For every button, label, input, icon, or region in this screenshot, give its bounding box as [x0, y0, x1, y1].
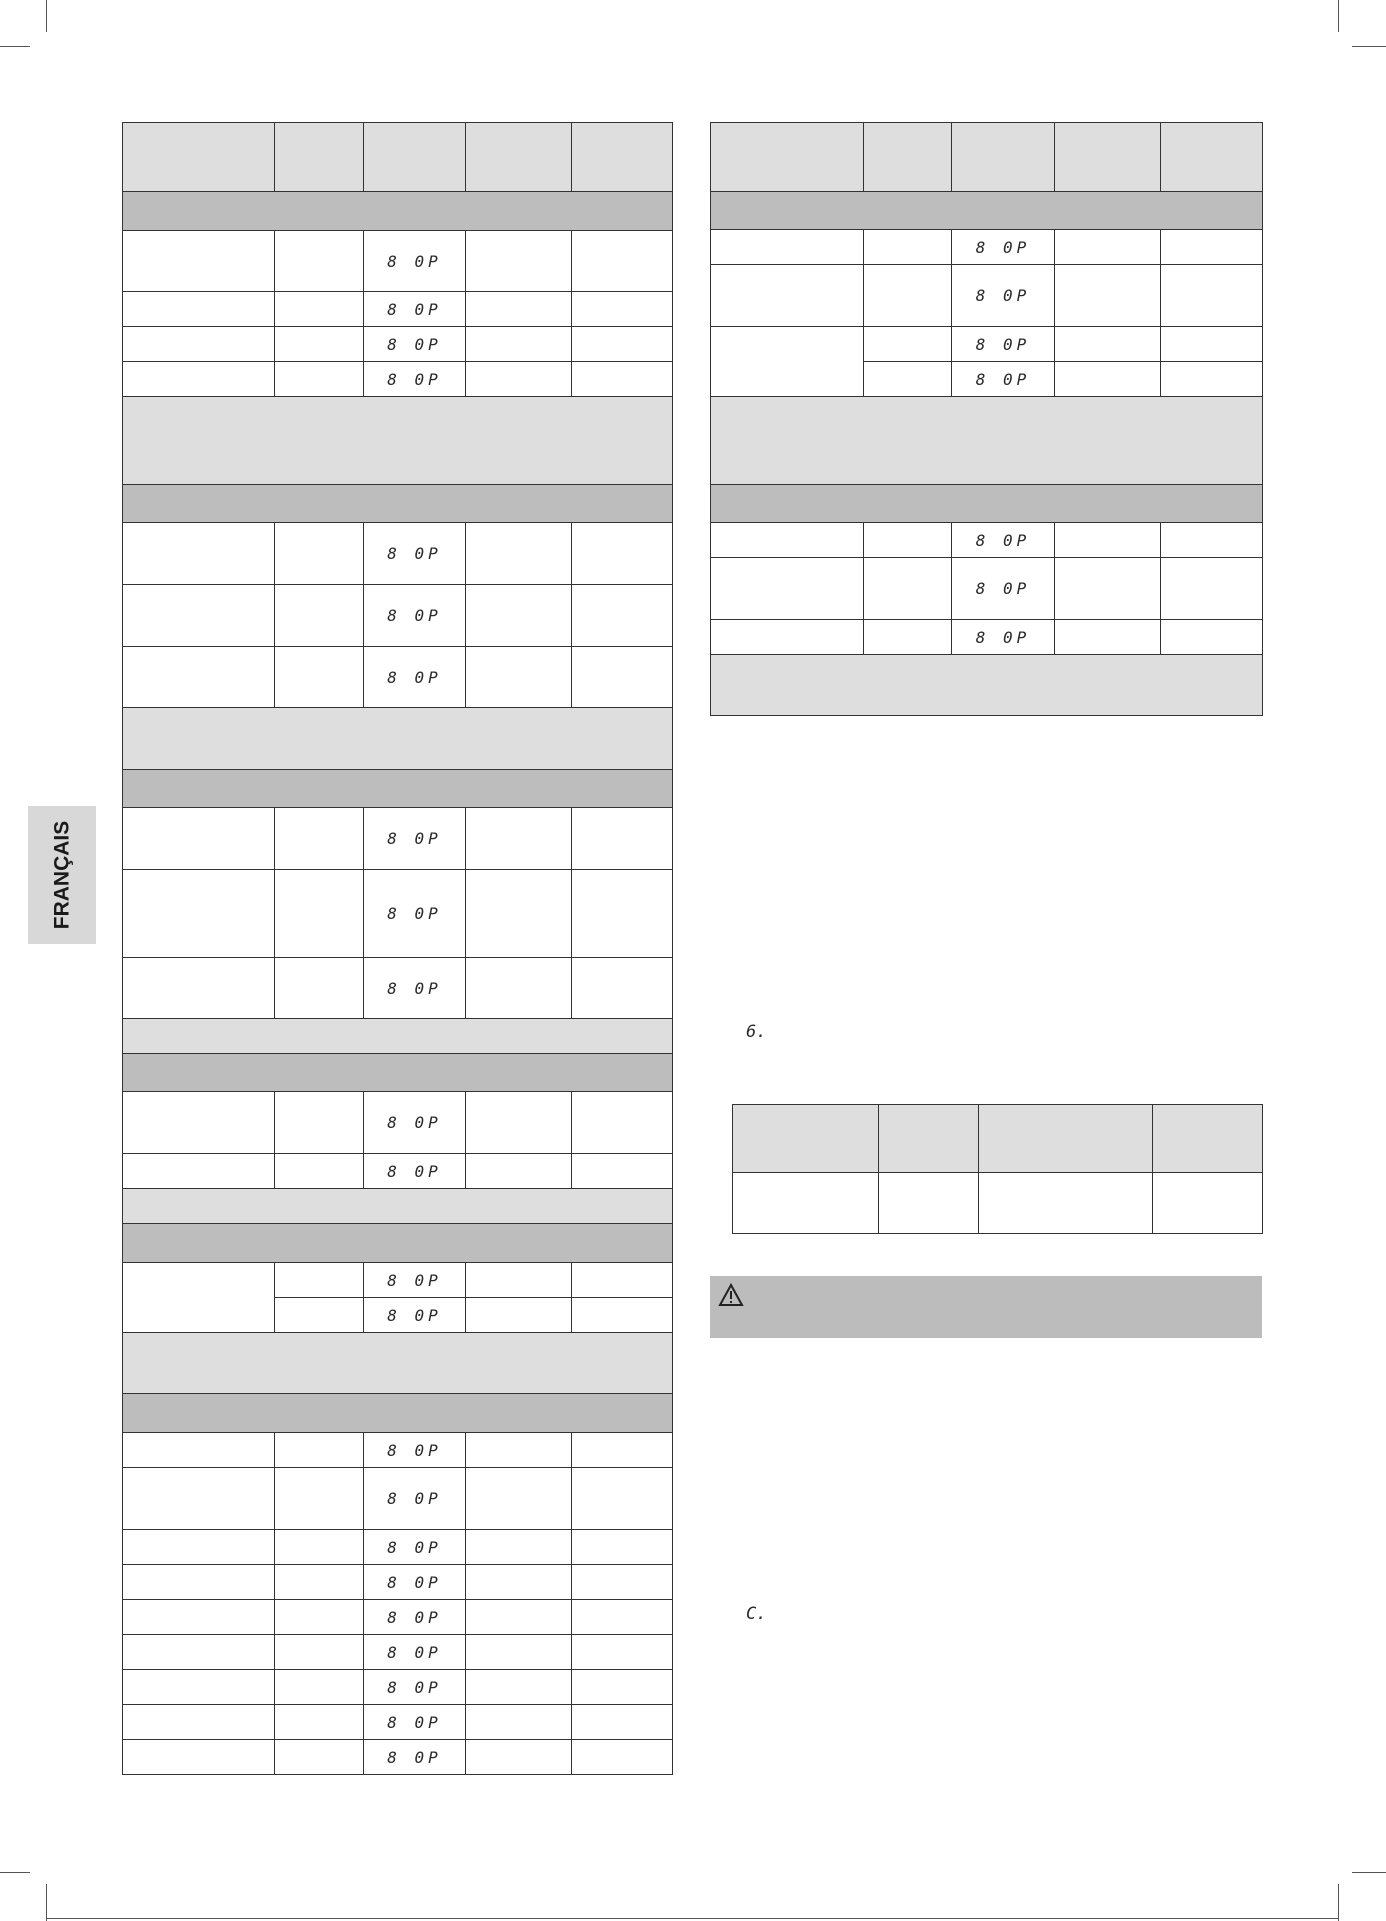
table-row: [123, 870, 673, 958]
segment-display: 8 0P: [387, 1572, 442, 1592]
table-row: [123, 1565, 673, 1600]
table-row: [123, 523, 673, 585]
segment-display: 8 0P: [387, 1642, 442, 1662]
table-row: [123, 362, 673, 397]
crop-mark: [46, 1884, 47, 1921]
section-row: [123, 192, 673, 231]
table-row: [123, 647, 673, 708]
segment-display: 8 0P: [387, 1712, 442, 1732]
section-row: [711, 485, 1263, 523]
segment-display: 8 0P: [387, 978, 442, 998]
segment-display: 8 0P: [975, 369, 1031, 389]
crop-mark: [46, 0, 47, 32]
table-row: [123, 958, 673, 1019]
table-row: [711, 265, 1263, 327]
segment-display: 8 0P: [387, 904, 442, 923]
segment-display: 8 0P: [387, 1113, 442, 1132]
table-row: [123, 1635, 673, 1670]
small-table: [732, 1104, 1263, 1234]
left-program-table: [122, 122, 673, 1775]
segment-display: 8 0P: [387, 1607, 442, 1627]
table-row: [123, 292, 673, 327]
segment-display: 8 0P: [387, 1270, 442, 1290]
bottom-rule: [46, 1918, 1339, 1919]
section-row: [123, 1054, 673, 1092]
table-row: [123, 1670, 673, 1705]
table-header-row: [123, 123, 673, 192]
segment-display: 8 0P: [387, 1537, 442, 1557]
note-row: [711, 397, 1263, 485]
table-row: [123, 1092, 673, 1154]
segment-display: 8 0P: [975, 286, 1031, 305]
table-row: [123, 1154, 673, 1189]
table-row: [711, 558, 1263, 620]
segment-display: 8 0P: [387, 1440, 442, 1460]
section-row: [123, 770, 673, 808]
table-header-row: [733, 1105, 1263, 1173]
table-row: [733, 1173, 1263, 1234]
step-glyph: C.: [746, 1604, 767, 1624]
warning-box: [710, 1276, 1262, 1338]
table-row: [123, 327, 673, 362]
note-row: [123, 1019, 673, 1054]
section-row: [123, 1224, 673, 1263]
section-row: [123, 1394, 673, 1433]
language-label: FRANÇAIS: [50, 820, 73, 930]
table-row: [123, 231, 673, 292]
warning-triangle-icon: [718, 1283, 744, 1307]
segment-display: 8 0P: [387, 1489, 442, 1508]
table-row: [123, 1468, 673, 1530]
table-row: [123, 1530, 673, 1565]
segment-display: 8 0P: [387, 251, 442, 271]
segment-display: 8 0P: [975, 530, 1031, 550]
table-row: [123, 585, 673, 647]
segment-display: 8 0P: [387, 544, 442, 563]
segment-display: 8 0P: [387, 334, 442, 354]
table-row: [123, 1600, 673, 1635]
segment-display: 8 0P: [975, 627, 1031, 647]
right-program-table: [710, 122, 1263, 716]
segment-display: 8 0P: [975, 334, 1031, 354]
segment-display: 8 0P: [387, 667, 442, 687]
segment-display: 8 0P: [387, 1305, 442, 1325]
segment-display: 8 0P: [387, 299, 442, 319]
crop-mark: [1352, 46, 1386, 47]
section-row: [711, 192, 1263, 230]
segment-display: 8 0P: [387, 1161, 442, 1181]
step-glyph: 6.: [746, 1022, 767, 1042]
segment-display: 8 0P: [975, 237, 1031, 257]
table-row: [123, 1705, 673, 1740]
table-row: [123, 1740, 673, 1775]
segment-display: 8 0P: [387, 1747, 442, 1767]
segment-display: 8 0P: [387, 1677, 442, 1697]
table-header-row: [711, 123, 1263, 192]
crop-mark: [1352, 1872, 1386, 1873]
note-row: [123, 708, 673, 770]
note-row: [711, 655, 1263, 716]
table-row: [711, 620, 1263, 655]
segment-display: 8 0P: [387, 829, 442, 848]
segment-display: 8 0P: [975, 579, 1031, 598]
table-row: [123, 1433, 673, 1468]
crop-mark: [0, 46, 30, 47]
table-row: [711, 327, 1263, 362]
note-row: [123, 1333, 673, 1394]
segment-display: 8 0P: [387, 369, 442, 389]
table-row: [711, 230, 1263, 265]
table-row: [123, 808, 673, 870]
table-row: [711, 523, 1263, 558]
table-row: [123, 1263, 673, 1298]
crop-mark: [0, 1872, 30, 1873]
note-row: [123, 397, 673, 485]
crop-mark: [1338, 1884, 1339, 1921]
segment-display: 8 0P: [387, 606, 442, 625]
language-tab: [28, 806, 96, 944]
section-row: [123, 485, 673, 523]
note-row: [123, 1189, 673, 1224]
crop-mark: [1338, 0, 1339, 32]
